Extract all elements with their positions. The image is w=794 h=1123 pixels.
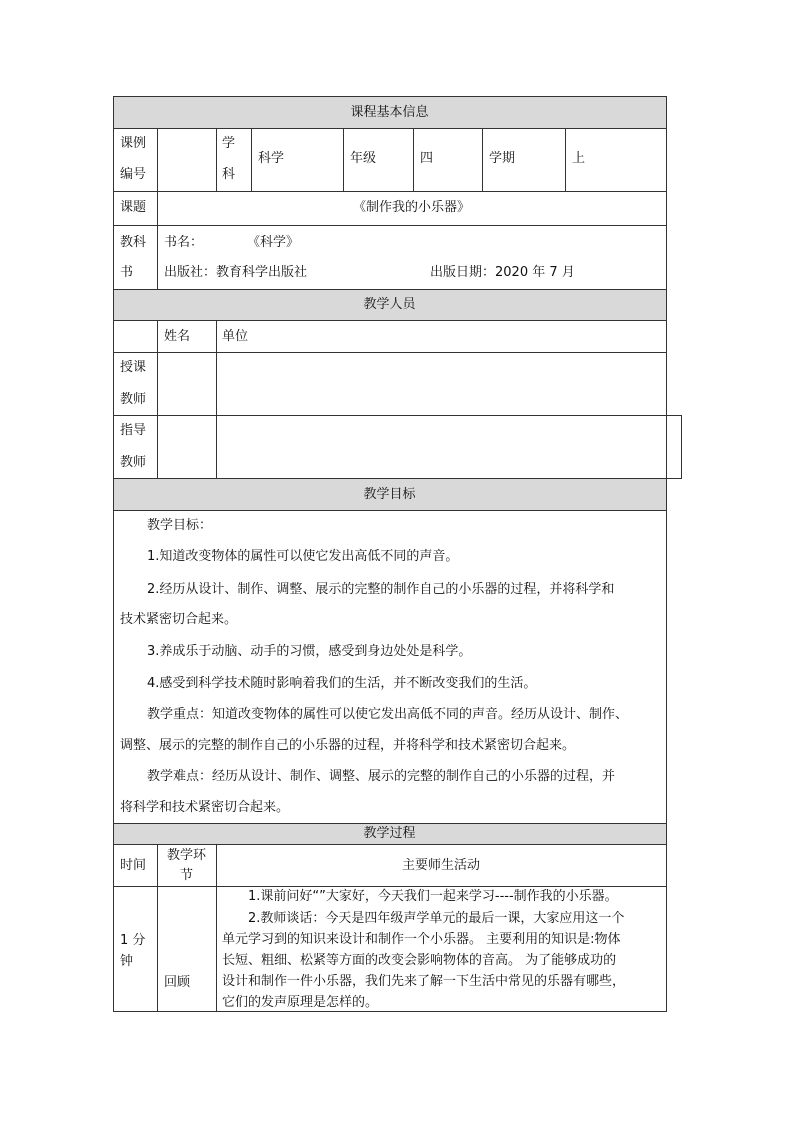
stage-header-line1: 教学环 xyxy=(166,848,206,863)
rule xyxy=(113,886,667,887)
rule xyxy=(113,96,667,97)
case-no-label-line2: 编号 xyxy=(120,167,147,182)
rule xyxy=(113,225,667,226)
book-name-value: 《科学》 xyxy=(247,235,300,250)
objective-item-1: 1.知道改变物体的属性可以使它发出高低不同的声音。 xyxy=(147,549,459,564)
row1-activity-line5: 设计和制作一件小乐器，我们先来了解一下生活中常见的乐器有哪些， xyxy=(222,974,626,989)
objective-item-2-line1: 2.经历从设计、制作、调整、展示的完整的制作自己的小乐器的过程，并将科学和 xyxy=(147,582,615,597)
textbook-label-line2: 书 xyxy=(120,265,134,280)
unit-header: 单位 xyxy=(222,329,249,344)
row1-time-line2: 钟 xyxy=(120,954,134,969)
time-header: 时间 xyxy=(120,858,147,873)
rule xyxy=(666,96,667,1012)
difficult-point-line1: 教学难点：经历从设计、制作、调整、展示的完整的制作自己的小乐器的过程，并 xyxy=(147,769,616,784)
stage-header-line2: 节 xyxy=(179,868,193,883)
row1-activity-line3: 单元学习到的知识来设计和制作一个小乐器。 主要利用的知识是:物体 xyxy=(222,932,621,947)
difficult-point-line2: 将科学和技术紧密切合起来。 xyxy=(120,800,290,815)
advisor-label-line1: 指导 xyxy=(120,423,147,438)
rule xyxy=(216,320,217,478)
textbook-label-line1: 教科 xyxy=(120,235,147,250)
key-point-line2: 调整、展示的完整的制作自己的小乐器的过程，并将科学和技术紧密切合起来。 xyxy=(120,738,576,753)
publication-date: 出版日期：2020 年 7 月 xyxy=(430,265,575,280)
activity-header: 主要师生活动 xyxy=(401,858,480,873)
semester-label: 学期 xyxy=(489,151,516,166)
rule xyxy=(157,320,158,478)
objective-item-4: 4.感受到科学技术随时影响着我们的生活，并不断改变我们的生活。 xyxy=(147,676,537,691)
subject-label-line1: 学 xyxy=(222,136,236,151)
rule xyxy=(565,128,566,191)
teacher-label-line2: 教师 xyxy=(120,392,147,407)
objectives-heading: 教学目标： xyxy=(147,518,213,533)
row1-activity-line2: 2.教师谈话：今天是四年级声学单元的最后一课，大家应用这一个 xyxy=(248,911,625,926)
rule xyxy=(113,415,682,416)
subject-label-line2: 科 xyxy=(222,167,236,182)
rule xyxy=(113,510,667,511)
case-no-label-line1: 课例 xyxy=(120,136,147,151)
rule xyxy=(251,128,252,191)
publisher: 出版社：教育科学出版社 xyxy=(164,265,308,280)
advisor-label-line2: 教师 xyxy=(120,455,147,470)
key-point-line1: 教学重点：知道改变物体的属性可以使它发出高低不同的声音。经历从设计、制作、 xyxy=(147,707,629,722)
book-name-label: 书名： xyxy=(164,235,204,250)
rule xyxy=(482,128,483,191)
section-title-staff: 教学人员 xyxy=(363,297,416,312)
rule xyxy=(113,320,667,321)
rule xyxy=(413,128,414,191)
rule xyxy=(216,128,217,191)
row1-stage: 回顾 xyxy=(164,975,191,990)
rule xyxy=(113,823,667,824)
rule xyxy=(113,289,667,290)
rule xyxy=(343,128,344,191)
rule xyxy=(113,96,114,1012)
semester-value: 上 xyxy=(572,151,586,166)
topic-value: 《制作我的小乐器》 xyxy=(352,200,470,215)
objective-item-2-line2: 技术紧密切合起来。 xyxy=(120,612,238,627)
objective-item-3: 3.养成乐于动脑、动手的习惯，感受到身边处处是科学。 xyxy=(147,644,472,659)
section-title-basic-info: 课程基本信息 xyxy=(350,105,429,120)
row1-activity-line1: 1.课前问好“”大家好，今天我们一起来学习----制作我的小乐器。 xyxy=(248,889,618,904)
row1-time-line1: 1 分 xyxy=(120,933,146,948)
name-header: 姓名 xyxy=(164,329,191,344)
teacher-label-line1: 授课 xyxy=(120,360,147,375)
grade-label: 年级 xyxy=(350,151,377,166)
rule xyxy=(113,128,667,129)
rule xyxy=(113,352,667,353)
rule xyxy=(113,844,667,845)
grade-value: 四 xyxy=(420,151,434,166)
rule xyxy=(113,478,682,479)
rule xyxy=(113,191,667,192)
rule xyxy=(681,415,682,479)
subject-value: 科学 xyxy=(258,151,285,166)
row1-activity-line4: 长短、粗细、松紧等方面的改变会影响物体的音高。 为了能够成功的 xyxy=(222,953,617,968)
section-title-objectives: 教学目标 xyxy=(363,487,416,502)
topic-label: 课题 xyxy=(120,200,147,215)
section-title-process: 教学过程 xyxy=(363,826,416,841)
row1-activity-line6: 它们的发声原理是怎样的。 xyxy=(222,995,379,1010)
rule xyxy=(113,1011,667,1012)
